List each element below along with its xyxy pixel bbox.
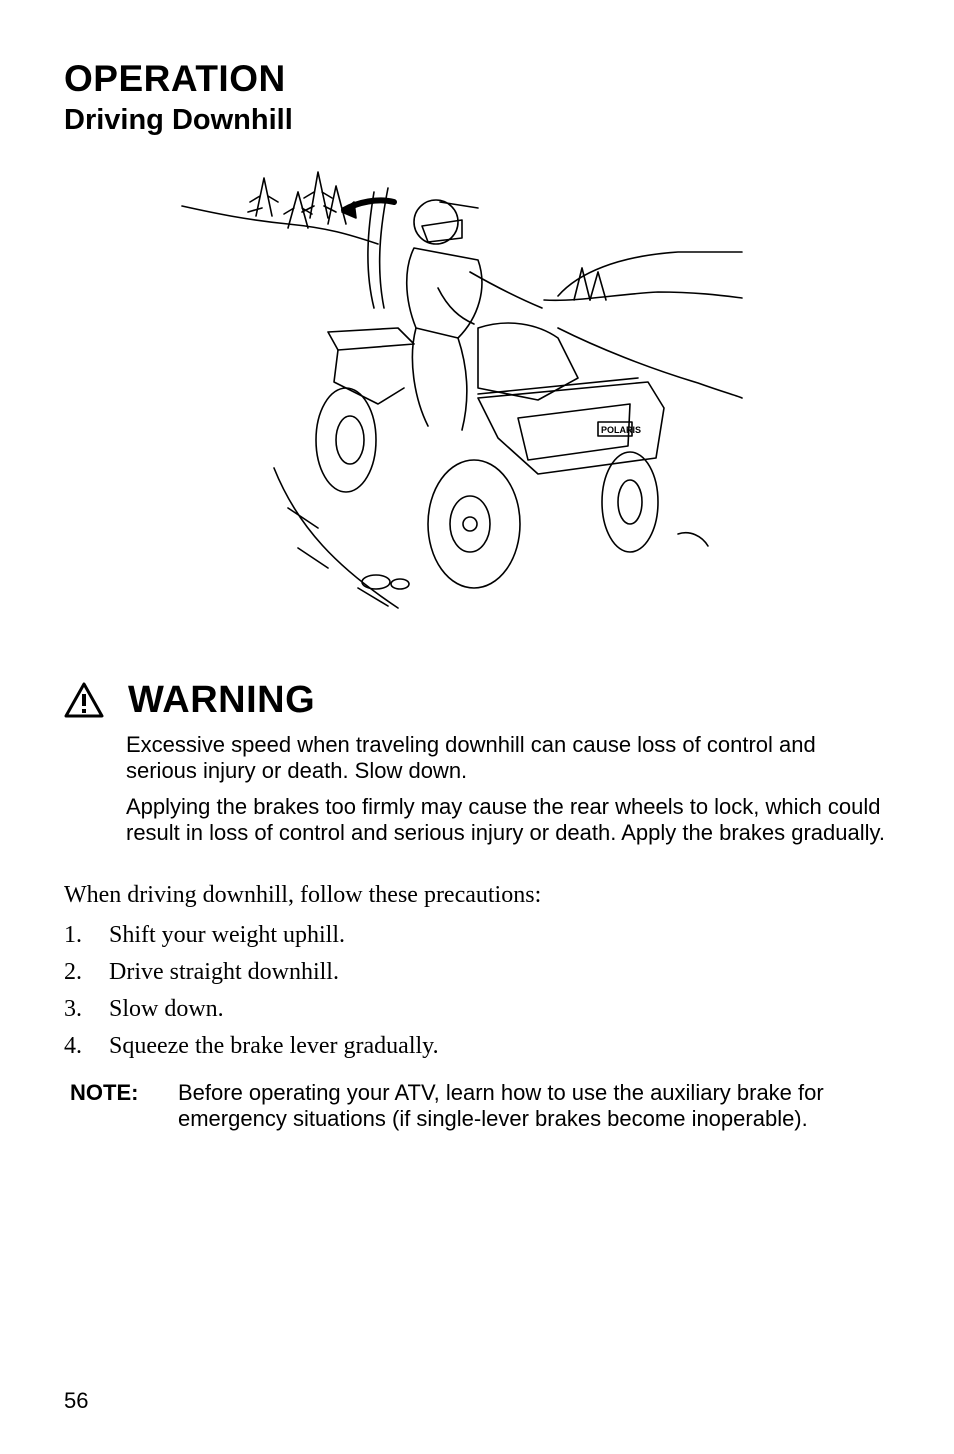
warning-heading: [64, 676, 315, 724]
list-item: [64, 1033, 439, 1070]
warning-paragraph: Applying the brakes too firmly may cause the rear wheels to lock, which could result in loss of control and serious injury or death. Apply the brakes gradually.: [126, 794, 885, 845]
list-item: [64, 959, 439, 996]
section-title: OPERATION: [64, 58, 286, 99]
list-item-text: Drive straight downhill.: [109, 959, 339, 985]
list-item-text: Squeeze the brake lever gradually.: [109, 1033, 439, 1059]
atv-downhill-illustration: [178, 168, 750, 616]
atv-brand-badge: POLARIS: [601, 425, 642, 435]
note-block: [70, 1080, 828, 1132]
subsection-title: Driving Downhill: [64, 104, 293, 136]
note-text: Before operating your ATV, learn how to use the auxiliary brake for emergency situations (if single-lever brakes become inoperable).: [178, 1080, 824, 1131]
list-item: [64, 996, 439, 1033]
warning-triangle-icon: [64, 682, 104, 718]
list-item-text: Shift your weight uphill.: [109, 922, 345, 948]
list-item-number: 4.: [64, 1033, 82, 1059]
list-item-text: Slow down.: [109, 996, 224, 1022]
list-item-number: 3.: [64, 996, 82, 1022]
precautions-list: [64, 922, 439, 1070]
list-item-number: 1.: [64, 922, 82, 948]
page-number: 56: [64, 1388, 89, 1413]
list-item-number: 2.: [64, 959, 82, 985]
note-label: NOTE:: [70, 1080, 139, 1105]
warning-paragraph: Excessive speed when traveling downhill can cause loss of control and serious injury or death. Slow down.: [126, 732, 816, 783]
precautions-intro: When driving downhill, follow these precautions:: [64, 882, 542, 908]
list-item: [64, 922, 439, 959]
warning-label: WARNING: [128, 678, 316, 721]
